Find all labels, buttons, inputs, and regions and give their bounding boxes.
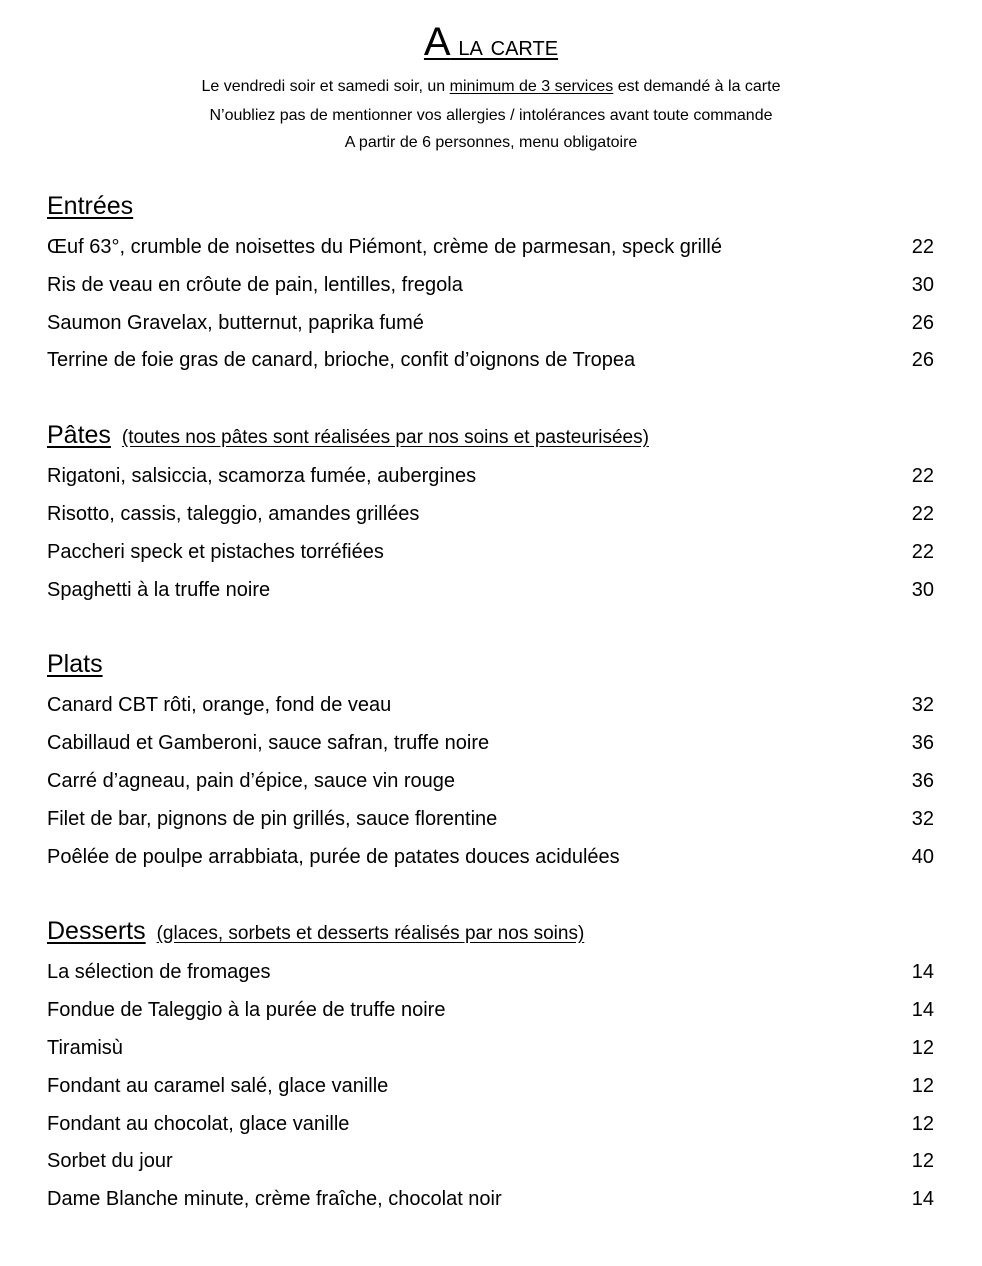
menu-item [47,768,934,794]
menu-item [47,347,934,373]
dish-name: Cabillaud et Gamberoni, sauce safran, truffe noire [47,732,490,754]
dish-name: Carré d’agneau, pain d’épice, sauce vin rouge [47,770,456,792]
section-heading-pates [47,420,649,453]
dish-price: 36 [911,732,934,754]
menu-item [47,577,934,603]
section-heading-desserts [47,916,584,949]
notice-allergies: N’oubliez pas de mentionner vos allergies / intolérances avant toute commande [209,107,773,124]
dish-name: Paccheri speck et pistaches torréfiées [47,541,384,563]
dish-name: Fondant au chocolat, glace vanille [47,1113,350,1135]
menu-item [47,272,934,298]
menu-item [47,1073,934,1099]
dish-price: 30 [911,274,934,296]
section-name: Entrées [47,192,134,220]
dish-price: 14 [911,1188,934,1210]
notice-line1-before: Le vendredi soir et samedi soir, un [201,78,450,95]
menu-item [47,1148,934,1174]
menu-item [47,997,934,1023]
dish-price: 40 [911,846,934,868]
dish-name: Fondue de Taleggio à la purée de truffe noire [47,999,446,1021]
menu-item [47,310,934,336]
dish-name: Filet de bar, pignons de pin grillés, sauce florentine [47,808,498,830]
dish-price: 12 [911,1150,934,1172]
section-name: Plats [47,650,103,678]
section-name: Desserts [47,917,146,945]
dish-name: Dame Blanche minute, crème fraîche, chocolat noir [47,1188,502,1210]
menu-item [47,692,934,718]
menu-item [47,1035,934,1061]
dish-price: 12 [911,1037,934,1059]
page-title [0,22,982,66]
dish-price: 12 [911,1075,934,1097]
notice-minimum-services [0,77,982,97]
dish-price: 32 [911,808,934,830]
dish-price: 36 [911,770,934,792]
menu-item [47,539,934,565]
section-heading-plats [47,649,103,679]
dish-name: Sorbet du jour [47,1150,173,1172]
dish-name: Poêlée de poulpe arrabbiata, purée de patates douces acidulées [47,846,620,868]
dish-name: Canard CBT rôti, orange, fond de veau [47,694,392,716]
dish-price: 22 [911,541,934,563]
menu-item [47,463,934,489]
menu-item [47,844,934,870]
section-heading-entrees [47,191,133,221]
dish-name: Tiramisù [47,1037,123,1059]
dish-name: Rigatoni, salsiccia, scamorza fumée, aubergines [47,465,477,487]
dish-price: 26 [911,349,934,371]
section-note: (glaces, sorbets et desserts réalisés par nos soins) [156,923,585,944]
dish-name: Spaghetti à la truffe noire [47,579,271,601]
menu-item [47,1111,934,1137]
menu-item [47,730,934,756]
menu-item [47,501,934,527]
dish-price: 14 [911,999,934,1021]
dish-name: Terrine de foie gras de canard, brioche, confit d’oignons de Tropea [47,349,636,371]
dish-name: Saumon Gravelax, butternut, paprika fumé [47,312,424,334]
dish-price: 14 [911,961,934,983]
title-first-letter: A [423,20,451,64]
dish-price: 22 [911,236,934,258]
menu-item [47,1186,934,1212]
section-name: Pâtes [47,421,111,449]
notice-line1-underlined: minimum de 3 services [449,78,614,95]
menu-item [47,806,934,832]
dish-price: 12 [911,1113,934,1135]
dish-price: 32 [911,694,934,716]
notice-group-menu: A partir de 6 personnes, menu obligatoire [344,134,638,151]
dish-name: La sélection de fromages [47,961,271,983]
dish-name: Œuf 63°, crumble de noisettes du Piémont, crème de parmesan, speck grillé [47,236,722,258]
dish-price: 26 [911,312,934,334]
menu-item [47,959,934,985]
menu-item [47,234,934,260]
dish-price: 30 [911,579,934,601]
dish-price: 22 [911,503,934,525]
title-rest: la carte [450,30,559,61]
dish-name: Fondant au caramel salé, glace vanille [47,1075,389,1097]
notice-line1-after: est demandé à la carte [613,78,781,95]
dish-price: 22 [911,465,934,487]
dish-name: Risotto, cassis, taleggio, amandes grillées [47,503,420,525]
dish-name: Ris de veau en crôute de pain, lentilles, fregola [47,274,463,296]
section-note: (toutes nos pâtes sont réalisées par nos soins et pasteurisées) [121,427,649,448]
